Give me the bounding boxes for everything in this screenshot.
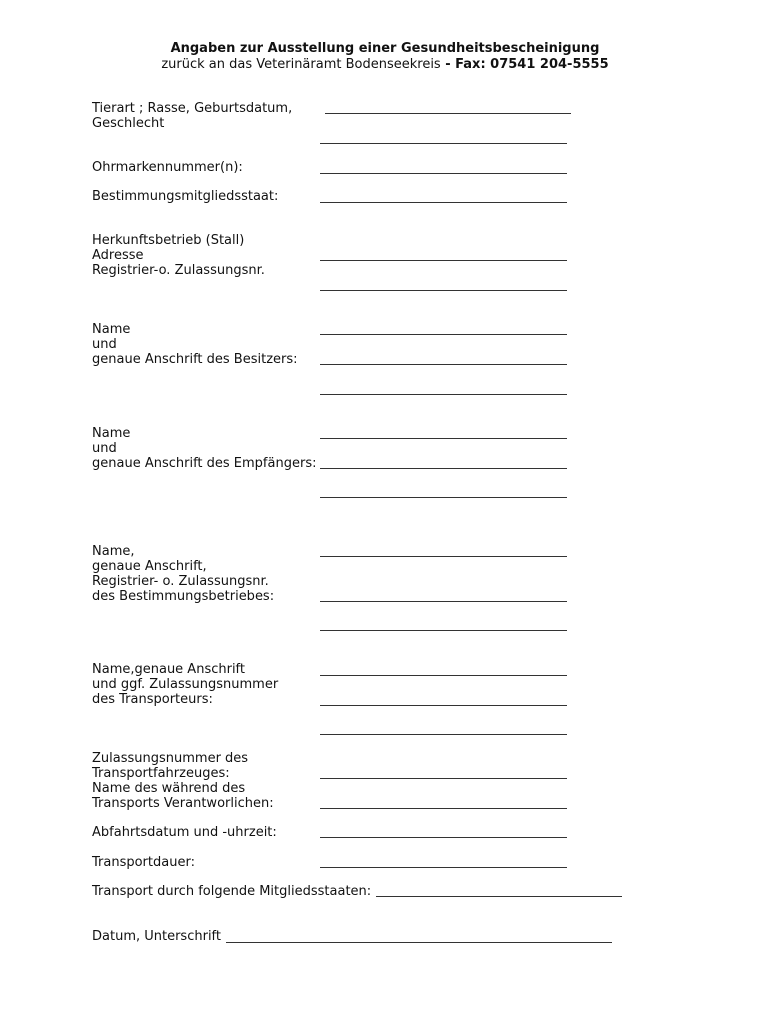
input-line-fahrzeug-1[interactable]: [320, 778, 567, 779]
label-mitgliedsstaaten: Transport durch folgende Mitgliedsstaaten:: [92, 884, 372, 899]
label-abfahrt: Abfahrtsdatum und -uhrzeit:: [92, 825, 277, 840]
label-fahrzeug: Zulassungsnummer des Transportfahrzeuges: Name des während des Transports Verantworlichen:: [92, 751, 274, 811]
input-line-fahrzeug-2[interactable]: [320, 808, 567, 809]
input-line-bestimmungsbetrieb-2[interactable]: [320, 601, 567, 602]
input-line-transporteur-2[interactable]: [320, 705, 567, 706]
input-line-transporteur-3[interactable]: [320, 734, 567, 735]
input-line-transporteur-1[interactable]: [320, 675, 567, 676]
input-line-herkunft-1[interactable]: [320, 260, 567, 261]
label-dauer: Transportdauer:: [92, 855, 195, 870]
input-line-empfaenger-1[interactable]: [320, 438, 567, 439]
label-empfaenger: Name und: [92, 426, 131, 456]
label-empfaenger-anschrift: genaue Anschrift des Empfängers:: [92, 456, 317, 471]
input-line-besitzer-3[interactable]: [320, 394, 567, 395]
input-line-tierart-2[interactable]: [320, 143, 567, 144]
input-line-bestimmungsbetrieb-3[interactable]: [320, 630, 567, 631]
label-ohrmarken: Ohrmarkennummer(n):: [92, 160, 243, 175]
label-bestimmungsbetrieb: Name, genaue Anschrift, Registrier- o. Zulassungsnr. des Bestimmungsbetriebes:: [92, 544, 275, 604]
input-line-empfaenger-3[interactable]: [320, 497, 567, 498]
form-title: Angaben zur Ausstellung einer Gesundheitsbescheinigung: [170, 41, 600, 56]
label-unterschrift: Datum, Unterschrift: [92, 929, 221, 944]
subtitle-address: zurück an das Veterinäramt Bodenseekreis: [161, 57, 441, 72]
input-line-besitzer-2[interactable]: [320, 364, 567, 365]
input-line-bestimmungsbetrieb-1[interactable]: [320, 556, 567, 557]
input-line-abfahrt[interactable]: [320, 837, 567, 838]
input-line-dauer[interactable]: [320, 867, 567, 868]
form-subtitle: [0, 57, 770, 72]
input-line-tierart-1[interactable]: [325, 113, 571, 114]
label-tierart: Tierart ; Rasse, Geburtsdatum, Geschlecht: [92, 101, 293, 131]
label-transporteur: Name,genaue Anschrift und ggf. Zulassungsnummer des Transporteurs:: [92, 662, 279, 707]
input-line-bestimmungsstaat[interactable]: [320, 202, 567, 203]
input-line-ohrmarken[interactable]: [320, 173, 567, 174]
label-herkunft: Herkunftsbetrieb (Stall) Adresse Registrier-o. Zulassungsnr.: [92, 233, 265, 278]
label-bestimmungsstaat: Bestimmungsmitgliedsstaat:: [92, 189, 279, 204]
input-line-empfaenger-2[interactable]: [320, 468, 567, 469]
input-line-mitgliedsstaaten[interactable]: [376, 896, 622, 897]
input-line-besitzer-1[interactable]: [320, 334, 567, 335]
input-line-herkunft-2[interactable]: [320, 290, 567, 291]
subtitle-fax: - Fax: 07541 204-5555: [440, 57, 609, 72]
label-besitzer: Name und genaue Anschrift des Besitzers:: [92, 322, 298, 367]
input-line-unterschrift[interactable]: [226, 942, 612, 943]
